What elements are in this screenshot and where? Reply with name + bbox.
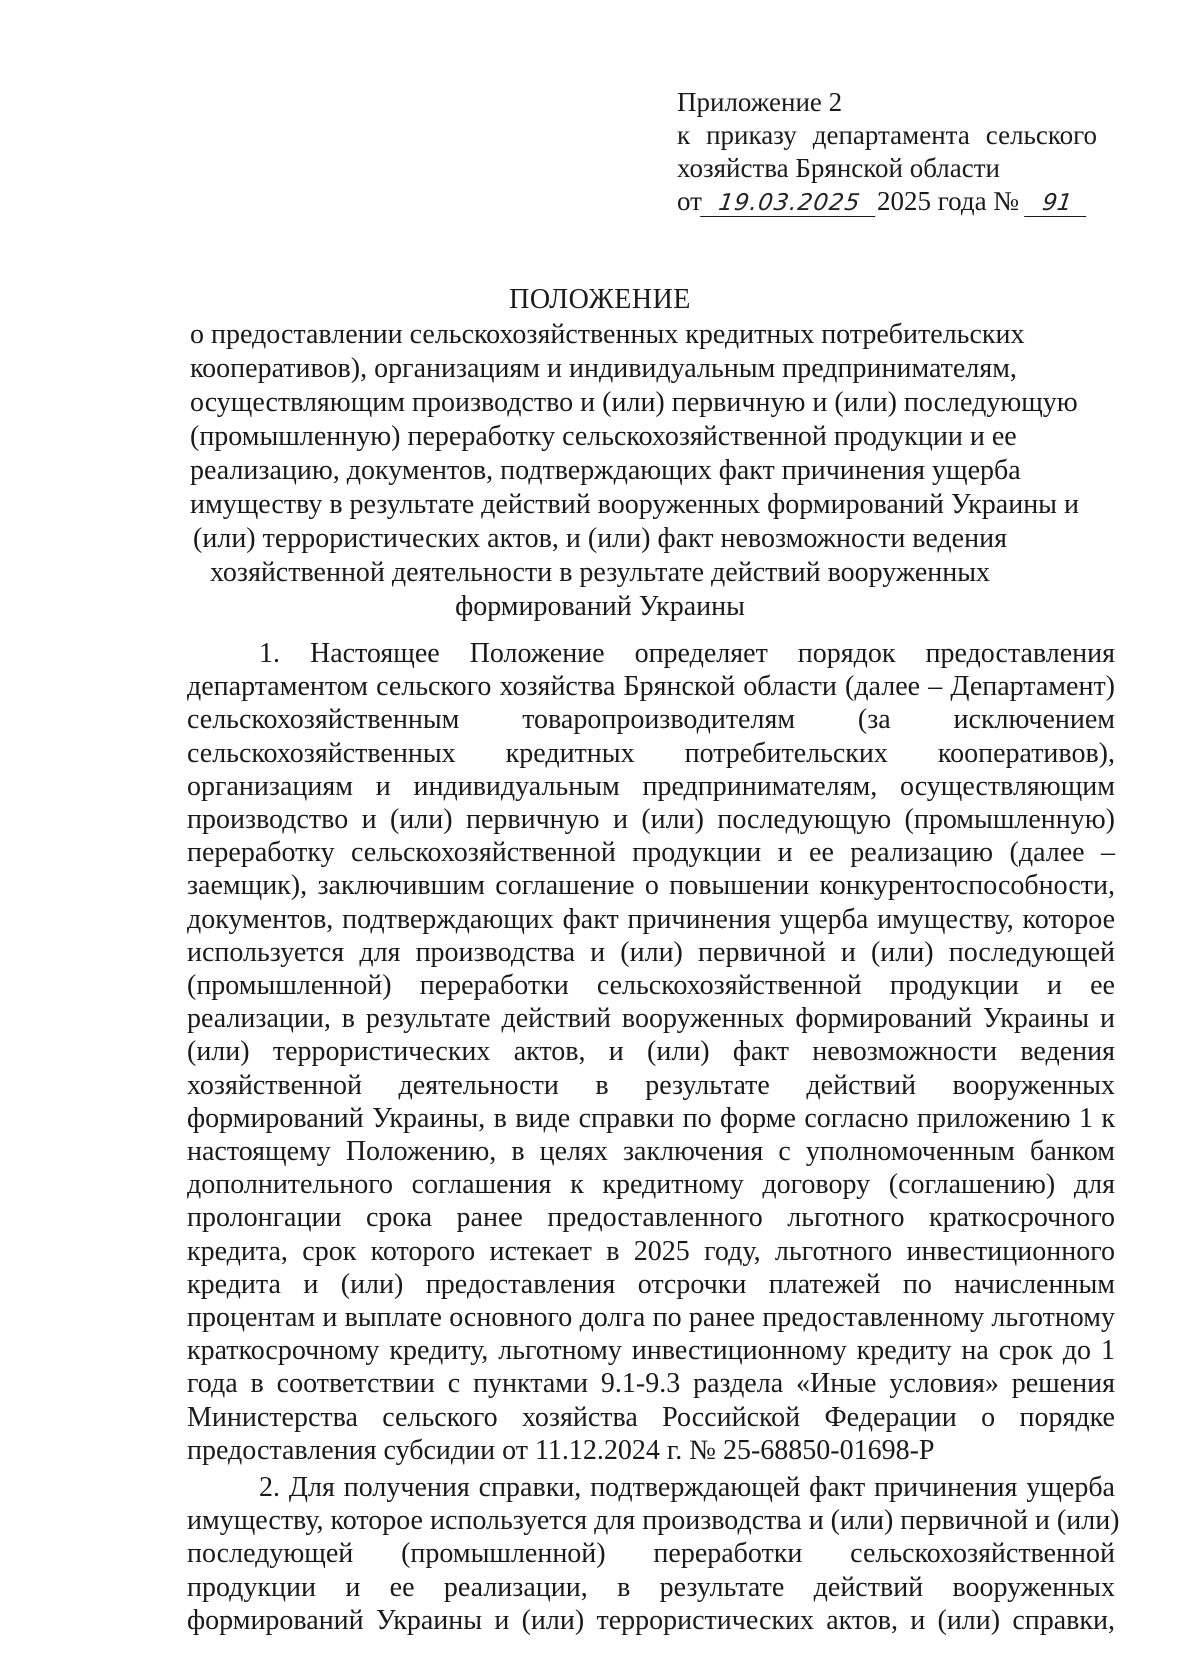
title-line: кооперативов), организациям и индивидуальным предпринимателям, <box>190 353 1017 384</box>
paragraph-line: реализации, в результате действий вооруженных формирований Украины и <box>187 1003 1115 1035</box>
document-title <box>190 283 1079 624</box>
paragraph-line: сельскохозяйственным товаропроизводителям (за исключением <box>187 704 1115 736</box>
paragraph-line: процентам и выплате основного долга по ранее предоставленному льготному <box>187 1302 1115 1334</box>
appendix-department: хозяйства Брянской области <box>677 153 1000 183</box>
paragraph-line: сельскохозяйственных кредитных потребительских кооперативов), <box>187 737 1115 769</box>
paragraph-line: формирований Украины и (или) террористических актов, и (или) справки, <box>187 1604 1115 1636</box>
paragraph-line: продукции и ее реализации, в результате действий вооруженных <box>187 1571 1115 1603</box>
appendix-header <box>677 86 1097 218</box>
paragraph-line: пролонгации срока ранее предоставленного льготного краткосрочного <box>187 1202 1115 1234</box>
title-line: (промышленную) переработку сельскохозяйственной продукции и ее <box>190 421 1017 452</box>
paragraph-line: хозяйственной деятельности в результате действий вооруженных <box>187 1069 1115 1101</box>
paragraph-line: заемщик), заключившим соглашение о повышении конкурентоспособности, <box>187 870 1115 902</box>
paragraph-line: кредита и (или) предоставления отсрочки платежей по начисленным <box>187 1268 1115 1300</box>
paragraph-line: настоящему Положению, в целях заключения с уполномоченным банком <box>187 1136 1115 1168</box>
paragraph-line: организациям и индивидуальным предпринимателям, осуществляющим <box>187 770 1115 802</box>
title-line: формирований Украины <box>455 591 745 622</box>
paragraph-line: (промышленной) переработки сельскохозяйственной продукции и ее <box>187 970 1115 1002</box>
paragraph-line: (или) террористических актов, и (или) факт невозможности ведения <box>187 1036 1115 1068</box>
document-body <box>187 637 1120 1637</box>
appendix-date-line <box>677 185 1097 218</box>
paragraph-line: формирований Украины, в виде справки по форме согласно приложению 1 к <box>187 1102 1115 1134</box>
appendix-order-ref: к приказу департамента сельского <box>677 120 1097 150</box>
paragraph-line: производство и (или) первичную и (или) последующую (промышленную) <box>187 804 1115 836</box>
paragraph-line: краткосрочному кредиту, льготному инвестиционному кредиту на срок до 1 <box>187 1335 1115 1367</box>
paragraph-line: документов, подтверждающих факт причинения ущерба имуществу, которое <box>187 903 1115 935</box>
paragraph-line: используется для производства и (или) первичной и (или) последующей <box>187 936 1115 968</box>
paragraph-1 <box>187 637 1115 1467</box>
paragraph-line: 1. Настоящее Положение определяет порядок предоставления <box>259 638 1115 669</box>
paragraph-line: дополнительного соглашения к кредитному договору (соглашению) для <box>187 1169 1115 1201</box>
title-line: хозяйственной деятельности в результате действий вооруженных <box>209 557 991 588</box>
handwritten-order-number: 91 <box>1024 190 1090 217</box>
paragraph-line: имуществу, которое используется для производства и (или) первичной и (или) <box>187 1505 1120 1537</box>
paragraph-2 <box>187 1471 1120 1637</box>
paragraph-line: Министерства сельского хозяйства Российской Федерации о порядке <box>187 1401 1115 1433</box>
title-heading: ПОЛОЖЕНИЕ <box>509 284 691 315</box>
title-line: имуществу в результате действий вооруженных формирований Украины и <box>190 489 1079 520</box>
title-line: осуществляющим производство и (или) первичную и (или) последующую <box>190 387 1078 418</box>
paragraph-line: кредита, срок которого истекает в 2025 году, льготного инвестиционного <box>187 1235 1115 1267</box>
appendix-number: Приложение 2 <box>677 87 843 117</box>
title-line: о предоставлении сельскохозяйственных кредитных потребительских <box>190 319 1025 350</box>
paragraph-line: последующей (промышленной) переработки сельскохозяйственной <box>187 1538 1115 1570</box>
title-line: (или) террористических актов, и (или) факт невозможности ведения <box>193 523 1007 554</box>
paragraph-line: департаментом сельского хозяйства Брянской области (далее – Департамент) <box>187 671 1115 703</box>
paragraph-line: предоставления субсидии от 11.12.2024 г. № 25-68850-01698-Р <box>187 1434 935 1466</box>
handwritten-date: 19.03.2025 <box>700 190 879 217</box>
paragraph-line: года в соответствии с пунктами 9.1-9.3 раздела «Иные условия» решения <box>187 1368 1115 1400</box>
from-label: от <box>677 186 702 216</box>
paragraph-line: 2. Для получения справки, подтверждающей факт причинения ущерба <box>259 1472 1115 1504</box>
title-line: реализацию, документов, подтверждающих факт причинения ущерба <box>190 455 1021 486</box>
year-number-label: 2025 года № <box>876 186 1020 216</box>
paragraph-line: переработку сельскохозяйственной продукции и ее реализацию (далее – <box>187 837 1115 869</box>
